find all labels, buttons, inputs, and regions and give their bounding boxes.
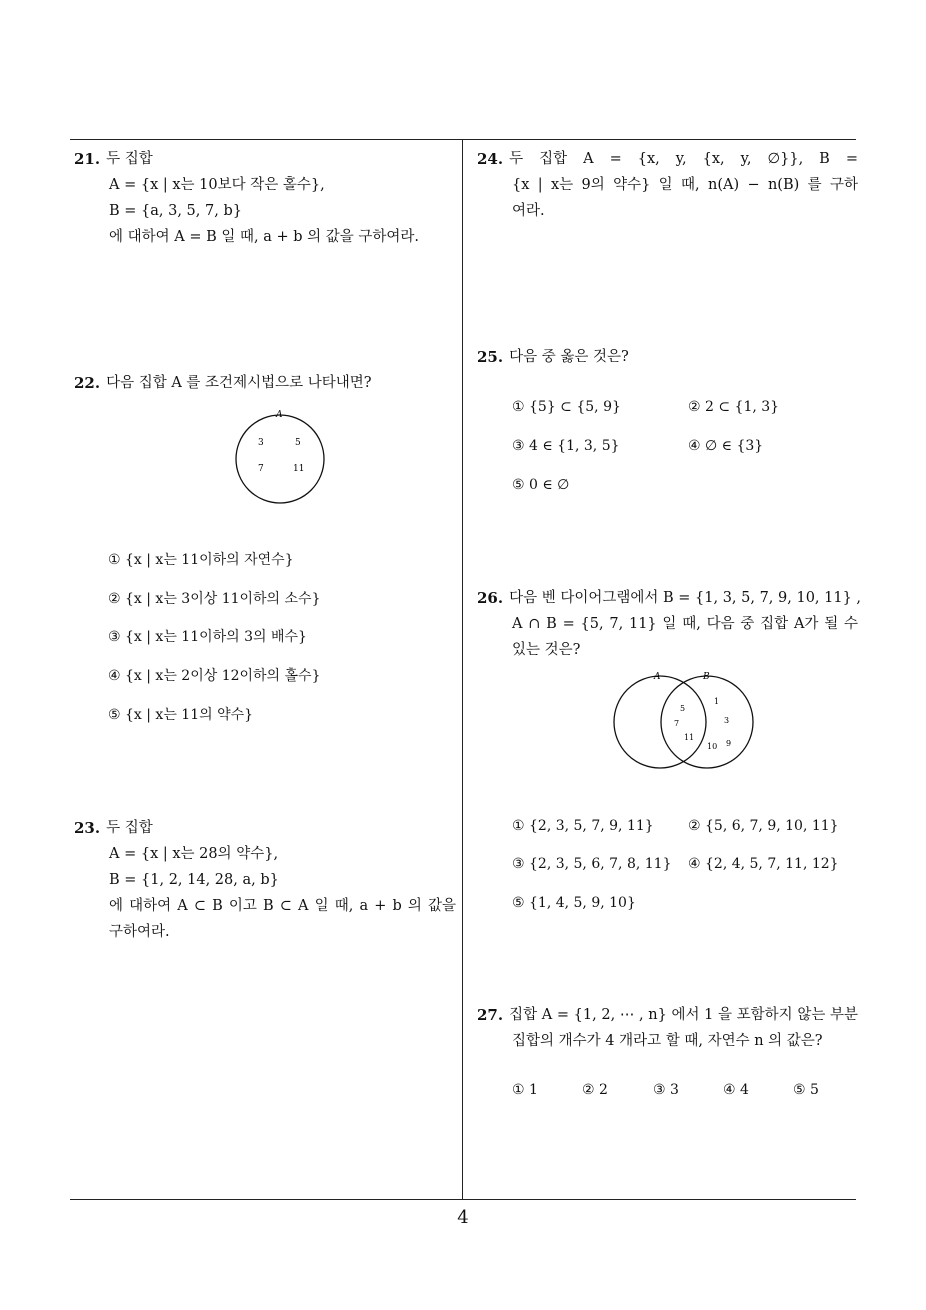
- question-text: 다음 벤 다이어그램에서 B = {1, 3, 5, 7, 9, 10, 11} ,: [509, 590, 862, 606]
- page-number: 4: [457, 1207, 469, 1228]
- set-b-definition: B = {a, 3, 5, 7, b}: [109, 203, 242, 219]
- set-a-circle: [614, 676, 706, 768]
- bottom-rule: [70, 1199, 856, 1200]
- answer-option-5[interactable]: ⑤ {1, 4, 5, 9, 10}: [512, 895, 636, 911]
- answer-option-4[interactable]: ④ ∅ ∈ {3}: [688, 438, 764, 454]
- venn-element: 5: [680, 704, 686, 713]
- venn-element: 10: [707, 742, 718, 751]
- answer-option-2[interactable]: ② 2: [582, 1082, 608, 1098]
- question-text: 에 대하여 A ⊂ B 이고 B ⊂ A 일 때, a + b 의 값을: [109, 898, 456, 914]
- answer-option-3[interactable]: ③ 3: [653, 1082, 679, 1098]
- question-number: 24.: [477, 150, 504, 168]
- column-divider: [462, 139, 463, 1200]
- question-text: 에 대하여 A = B 일 때, a + b 의 값을 구하여라.: [109, 229, 419, 245]
- answer-option-4[interactable]: ④ 4: [723, 1082, 749, 1098]
- answer-option-1[interactable]: ① {5} ⊂ {5, 9}: [512, 399, 621, 415]
- top-rule: [70, 139, 856, 140]
- set-a-circle: [236, 415, 324, 503]
- venn-element: 5: [295, 438, 301, 448]
- question-number: 23.: [74, 819, 101, 837]
- answer-option-5[interactable]: ⑤ 0 ∈ ∅: [512, 477, 570, 493]
- answer-option-3[interactable]: ③ {x | x는 11이하의 3의 배수}: [108, 629, 307, 645]
- answer-option-2[interactable]: ② {5, 6, 7, 9, 10, 11}: [688, 818, 839, 834]
- venn-element: 11: [293, 464, 305, 474]
- question-text: 두 집합: [106, 820, 153, 836]
- answer-option-5[interactable]: ⑤ 5: [793, 1082, 819, 1098]
- set-a-definition: A = {x | x는 28의 약수},: [109, 846, 279, 862]
- set-label: A: [276, 410, 283, 420]
- set-label-b: B: [703, 672, 710, 682]
- set-label-a: A: [654, 672, 661, 682]
- answer-option-4[interactable]: ④ {x | x는 2이상 12이하의 홀수}: [108, 668, 321, 684]
- venn-diagram-ab: [606, 668, 762, 772]
- question-26: [477, 585, 862, 663]
- answer-option-1[interactable]: ① 1: [512, 1082, 538, 1098]
- question-number: 25.: [477, 348, 504, 366]
- question-text: 있는 것은?: [512, 642, 581, 658]
- question-27: [477, 1002, 858, 1054]
- question-22: [74, 370, 454, 396]
- question-25: [477, 344, 857, 370]
- question-text: 집합 A = {1, 2, ⋯ , n} 에서 1 을 포함하지 않는 부분: [509, 1007, 858, 1023]
- set-b-definition: B = {1, 2, 14, 28, a, b}: [109, 872, 279, 888]
- venn-element: 1: [714, 697, 720, 706]
- venn-element: 11: [684, 733, 695, 742]
- question-text: 다음 집합 A 를 조건제시법으로 나타내면?: [106, 375, 372, 391]
- question-text: 여라.: [512, 203, 545, 219]
- question-number: 22.: [74, 374, 101, 392]
- question-number: 27.: [477, 1006, 504, 1024]
- answer-option-2[interactable]: ② 2 ⊂ {1, 3}: [688, 399, 780, 415]
- venn-element: 7: [674, 719, 680, 728]
- venn-element: 7: [258, 464, 264, 474]
- answer-option-3[interactable]: ③ {2, 3, 5, 6, 7, 8, 11}: [512, 856, 672, 872]
- answer-option-1[interactable]: ① {2, 3, 5, 7, 9, 11}: [512, 818, 654, 834]
- question-text: 두 집합: [106, 151, 153, 167]
- question-text: 두 집합 A = {x, y, {x, y, ∅}}, B =: [509, 151, 858, 167]
- answer-option-2[interactable]: ② {x | x는 3이상 11이하의 소수}: [108, 591, 321, 607]
- question-24: [477, 146, 858, 224]
- venn-element: 9: [726, 739, 732, 748]
- question-number: 26.: [477, 589, 504, 607]
- venn-element: 3: [258, 438, 264, 448]
- question-text: 집합의 개수가 4 개라고 할 때, 자연수 n 의 값은?: [512, 1033, 823, 1049]
- question-text: {x | x는 9의 약수} 일 때, n(A) − n(B) 를 구하: [512, 177, 858, 193]
- question-text: 구하여라.: [109, 924, 170, 940]
- question-21: [74, 146, 454, 250]
- question-text: 다음 중 옳은 것은?: [509, 349, 629, 365]
- question-text: A ∩ B = {5, 7, 11} 일 때, 다음 중 집합 A가 될 수: [512, 616, 858, 632]
- set-a-definition: A = {x | x는 10보다 작은 홀수},: [109, 177, 325, 193]
- answer-option-4[interactable]: ④ {2, 4, 5, 7, 11, 12}: [688, 856, 839, 872]
- answer-option-3[interactable]: ③ 4 ∈ {1, 3, 5}: [512, 438, 620, 454]
- venn-diagram-a: [228, 405, 332, 505]
- venn-element: 3: [724, 716, 730, 725]
- question-number: 21.: [74, 150, 101, 168]
- answer-option-5[interactable]: ⑤ {x | x는 11의 약수}: [108, 707, 254, 723]
- answer-option-1[interactable]: ① {x | x는 11이하의 자연수}: [108, 552, 294, 568]
- question-23: [74, 815, 456, 945]
